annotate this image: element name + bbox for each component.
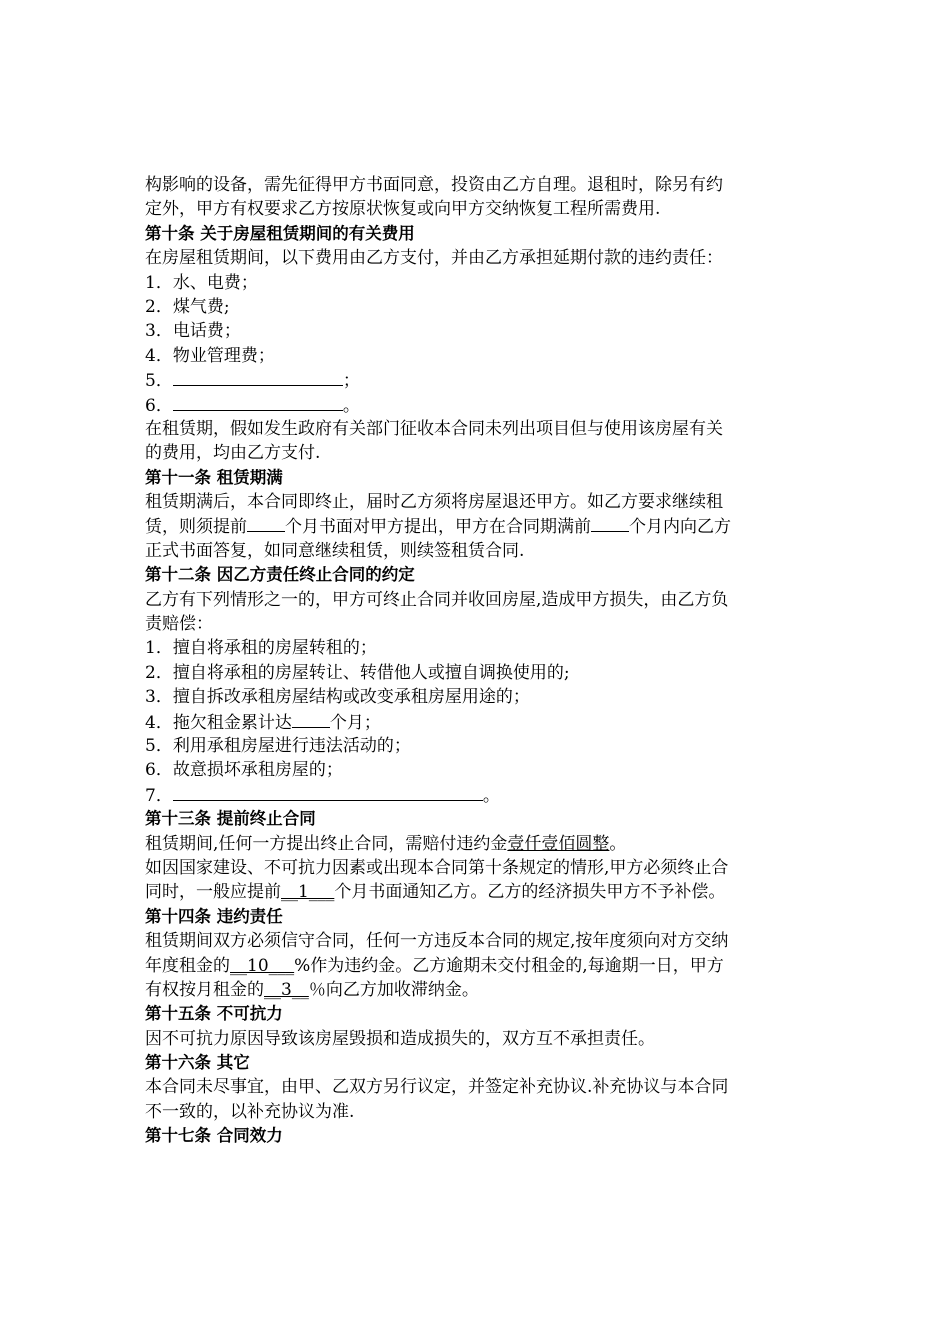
- paragraph-line: [145, 758, 805, 782]
- blank-fill-line: [247, 514, 285, 532]
- blank-fill-line: [292, 710, 330, 728]
- paragraph-line: [145, 368, 805, 392]
- section-heading: [145, 466, 805, 490]
- line-text: 第十三条 提前终止合同: [145, 809, 316, 829]
- line-text: 个月书面对甲方提出，甲方在合同期满前: [285, 517, 591, 538]
- paragraph-line: [145, 856, 805, 880]
- paragraph-line: [145, 514, 805, 538]
- line-text: ；: [342, 371, 360, 392]
- line-text: 第十六条 其它: [145, 1053, 250, 1073]
- line-text: 第十二条 因乙方责任终止合同的约定: [145, 565, 415, 585]
- line-text: 7．: [145, 785, 173, 806]
- paragraph-line: [145, 636, 805, 660]
- line-text: 2．擅自将承租的房屋转让、转借他人或擅自调换使用的;: [145, 662, 570, 683]
- line-text: ％向乙方加收滞纳金。: [308, 979, 479, 1000]
- paragraph-line: [145, 661, 805, 685]
- line-text: 赁，则须提前: [145, 517, 247, 538]
- paragraph-line: [145, 954, 805, 978]
- contract-body: [145, 173, 805, 1149]
- line-text: 。: [609, 833, 627, 854]
- paragraph-line: [145, 1027, 805, 1051]
- blank-fill-line: [173, 783, 483, 801]
- paragraph-line: [145, 490, 805, 514]
- line-text: 第十条 关于房屋租赁期间的有关费用: [145, 223, 415, 243]
- line-text: 5．: [145, 371, 173, 392]
- line-text: 第十七条 合同效力: [145, 1126, 283, 1146]
- line-text: 在租赁期，假如发生政府有关部门征收本合同未列出项目但与使用该房屋有关: [145, 418, 723, 439]
- paragraph-line: [145, 880, 805, 904]
- line-text: 在房屋租赁期间，以下费用由乙方支付，并由乙方承担延期付款的违约责任：: [145, 248, 723, 269]
- line-text: 3．擅自拆改承租房屋结构或改变承租房屋用途的；: [145, 687, 530, 708]
- paragraph-line: [145, 710, 805, 734]
- line-text: 如因国家建设、不可抗力因素或出现本合同第十条规定的情形,甲方必须终止合: [145, 857, 729, 878]
- line-text: 的费用，均由乙方支付.: [145, 443, 321, 464]
- line-text: 6．: [145, 395, 173, 416]
- paragraph-line: [145, 246, 805, 270]
- section-heading: [145, 1124, 805, 1148]
- line-text: 定外，甲方有权要求乙方按原状恢复或向甲方交纳恢复工程所需费用.: [145, 199, 661, 220]
- paragraph-line: [145, 783, 805, 807]
- line-text: 有权按月租金的: [145, 979, 264, 1000]
- line-text: 。: [342, 395, 360, 416]
- line-text: 个月；: [329, 712, 381, 733]
- line-text: 不一致的，以补充协议为准.: [145, 1101, 355, 1122]
- paragraph-line: [145, 295, 805, 319]
- paragraph-line: [145, 929, 805, 953]
- section-heading: [145, 222, 805, 246]
- paragraph-line: [145, 588, 805, 612]
- section-heading: [145, 807, 805, 831]
- line-text: 年度租金的: [145, 955, 230, 976]
- paragraph-line: [145, 1100, 805, 1124]
- line-text: 同时，一般应提前: [145, 882, 281, 903]
- section-heading: [145, 1002, 805, 1026]
- filled-value: __3__: [264, 979, 309, 1000]
- line-text: 第十一条 租赁期满: [145, 467, 283, 487]
- line-text: 5．利用承租房屋进行违法活动的；: [145, 735, 411, 756]
- paragraph-line: [145, 173, 805, 197]
- line-text: 1．擅自将承租的房屋转租的；: [145, 638, 377, 659]
- line-text: 因不可抗力原因导致该房屋毁损和造成损失的，双方互不承担责任。: [145, 1028, 655, 1049]
- line-text: 4．拖欠租金累计达: [145, 712, 292, 733]
- section-heading: [145, 563, 805, 587]
- line-text: 正式书面答复，如同意继续租赁，则续签租赁合同.: [145, 540, 525, 561]
- contract-page: [145, 173, 805, 1149]
- paragraph-line: [145, 441, 805, 465]
- section-heading: [145, 1051, 805, 1075]
- paragraph-line: [145, 832, 805, 856]
- line-text: %作为违约金。乙方逾期未交付租金的,每逾期一日，甲方: [294, 955, 724, 976]
- line-text: 4．物业管理费；: [145, 345, 275, 366]
- line-text: 2．煤气费;: [145, 296, 230, 317]
- line-text: 第十五条 不可抗力: [145, 1004, 283, 1024]
- line-text: 责赔偿：: [145, 614, 213, 635]
- line-text: 。: [482, 785, 500, 806]
- paragraph-line: [145, 734, 805, 758]
- line-text: 租赁期间双方必须信守合同，任何一方违反本合同的规定,按年度须向对方交纳: [145, 931, 729, 952]
- line-text: 本合同未尽事宜，由甲、乙双方另行议定，并签定补充协议.补充协议与本合同: [145, 1077, 729, 1098]
- paragraph-line: [145, 612, 805, 636]
- line-text: 租赁期满后，本合同即终止，届时乙方须将房屋退还甲方。如乙方要求继续租: [145, 492, 723, 513]
- paragraph-line: [145, 685, 805, 709]
- paragraph-line: [145, 319, 805, 343]
- line-text: 个月内向乙方: [629, 517, 731, 538]
- line-text: 6．故意损坏承租房屋的；: [145, 760, 343, 781]
- line-text: 3．电话费；: [145, 321, 241, 342]
- paragraph-line: [145, 978, 805, 1002]
- filled-value: __10___: [230, 955, 295, 976]
- line-text: 构影响的设备，需先征得甲方书面同意，投资由乙方自理。退租时，除另有约: [145, 175, 723, 195]
- paragraph-line: [145, 393, 805, 417]
- filled-value: __1___: [281, 882, 335, 903]
- line-text: 1．水、电费；: [145, 272, 258, 293]
- line-text: 租赁期间,任何一方提出终止合同，需赔付违约金: [145, 833, 508, 854]
- line-text: 个月书面通知乙方。乙方的经济损失甲方不予补偿。: [334, 882, 726, 903]
- section-heading: [145, 905, 805, 929]
- paragraph-line: [145, 539, 805, 563]
- paragraph-line: [145, 271, 805, 295]
- paragraph-line: [145, 1075, 805, 1099]
- paragraph-line: [145, 197, 805, 221]
- blank-fill-line: [173, 368, 343, 386]
- blank-fill-line: [591, 514, 629, 532]
- paragraph-line: [145, 344, 805, 368]
- line-text: 乙方有下列情形之一的，甲方可终止合同并收回房屋,造成甲方损失，由乙方负: [145, 589, 729, 610]
- filled-value: 壹仟壹佰圆整: [507, 833, 610, 854]
- paragraph-line: [145, 417, 805, 441]
- line-text: 第十四条 违约责任: [145, 906, 283, 926]
- blank-fill-line: [173, 393, 343, 411]
